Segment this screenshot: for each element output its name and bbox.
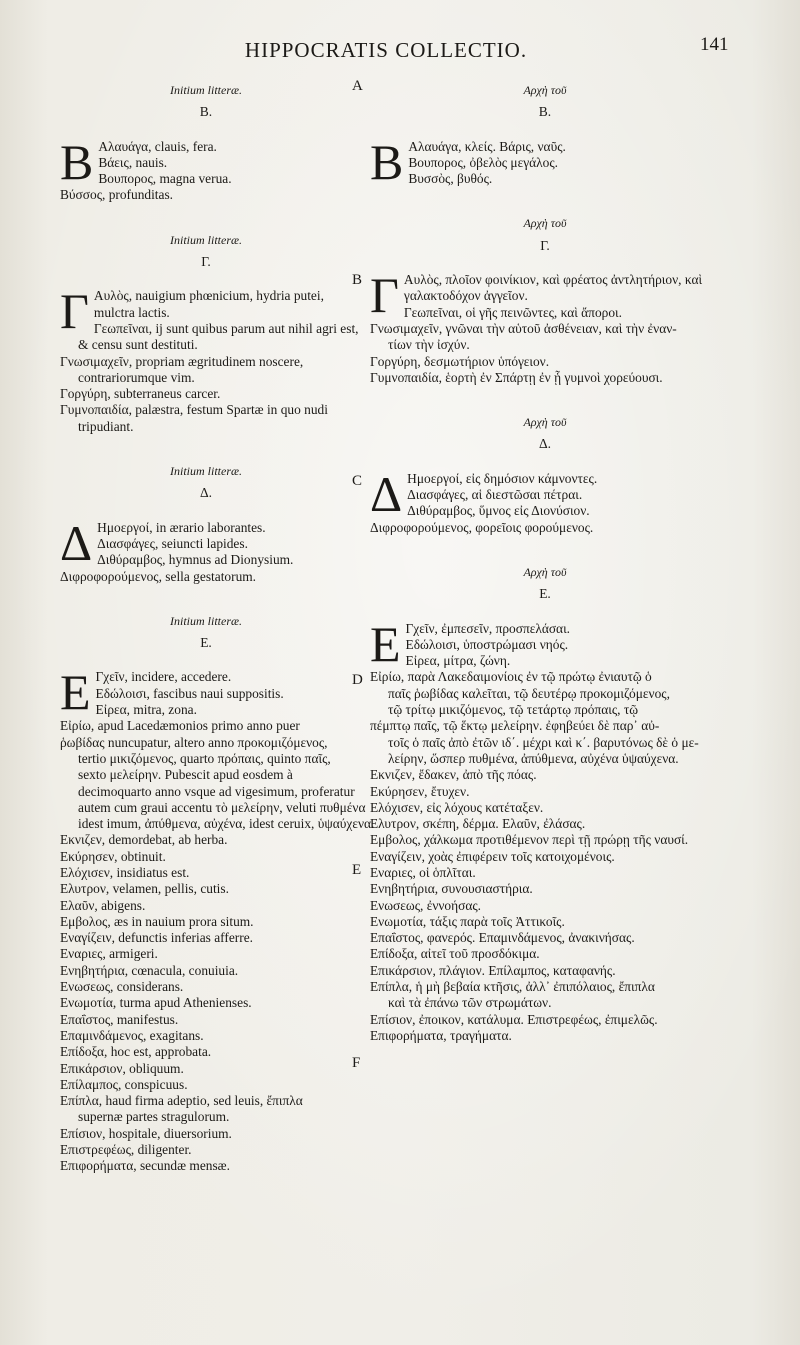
entry-line: supernæ partes stragulorum. xyxy=(78,1109,230,1125)
entry-line: Γοργύρη, δεσμωτήριον ὑπόγειον. xyxy=(370,353,550,369)
entry-line: Βάεις, nauis. xyxy=(98,154,168,170)
section-letter: B. xyxy=(199,104,213,120)
entry-line: Εκνιζεν, ἔδακεν, ἀπὸ τῆς πόας. xyxy=(370,767,537,783)
entry-line: Ημοεργοί, εἰς δημόσιον κάμνοντες. xyxy=(407,470,598,486)
entry-line: Διφροφορούμενος, φορεῖοις φορούμενος. xyxy=(370,519,594,535)
drop-capital: B xyxy=(60,133,94,190)
entry-line: Εμβολος, æs in nauium prora situm. xyxy=(60,913,254,929)
section-letter: Δ. xyxy=(538,436,552,452)
entry-line: Επικάρσιον, πλάγιον. Επίλαμπος, καταφανής. xyxy=(370,962,616,978)
entry-line: Ενωσεως, ἐννοήσας. xyxy=(370,897,482,913)
entry-line: decimoquarto anno vsque ad vigesimum, proferatur xyxy=(78,783,355,799)
entry-line: Γεωπεῖναι, οἱ γῆς πεινῶντες, καὶ ἄποροι. xyxy=(403,304,622,320)
entry-line: Επίσιον, ἐποικον, κατάλυμα. Επιστρεφέως, ἐπιμελῶς. xyxy=(370,1011,658,1027)
section-letter: Δ. xyxy=(199,485,213,501)
section-letter: E. xyxy=(200,635,212,651)
drop-capital: E xyxy=(60,664,91,721)
entry-line: λείρην, ὥσπερ πυθμένα, ἀπύθμενα, αὐχένα ὑψαύχενα. xyxy=(388,750,679,766)
entry-line: ῥωβίδας nuncupatur, altero anno προκομιζόμενος, xyxy=(60,734,328,750)
entry-line: Επίσιον, hospitale, diuersorium. xyxy=(60,1125,232,1141)
drop-capital: Γ xyxy=(370,267,399,324)
entry-line: Αυλὸς, nauigium phœnicium, hydria putei, xyxy=(93,288,324,304)
entry-line: idest imum, ἀπύθμενα, αὐχένα, idest ceruix, ὑψαύχενα. xyxy=(78,816,375,832)
entry-line: Επαΐστος, manifestus. xyxy=(60,1011,179,1027)
entry-line: & censu sunt destituti. xyxy=(78,337,198,353)
section-heading: Αρχὴ τοῦ xyxy=(523,216,567,231)
entry-line: Επικάρσιον, obliquum. xyxy=(60,1060,184,1076)
greek-column xyxy=(370,78,720,1072)
entry-line: Επιφορήματα, secundæ mensæ. xyxy=(60,1158,230,1174)
entry-line: Γυμνοπαιδία, ἑορτὴ ἐν Σπάρτῃ ἐν ᾗ γυμνοὶ χορεύουσι. xyxy=(370,369,663,385)
entry-line: Βύσσος, profunditas. xyxy=(60,187,174,203)
entry-line: contrariorumque vim. xyxy=(78,369,195,385)
entry-line: Εδώλοισι, fascibus naui suppositis. xyxy=(95,685,284,701)
entry-line: Επίδοξα, hoc est, approbata. xyxy=(60,1044,212,1060)
entry-line: Εἰρεα, mitra, zona. xyxy=(95,702,197,718)
section-3 xyxy=(370,564,720,1044)
drop-capital: B xyxy=(370,133,404,190)
entry-line: Επίπλα, ἡ μὴ βεβαία κτῆσις, ἀλλ᾿ ἐπιπόλαιος, ἔπιπλα xyxy=(370,979,655,995)
entry-line: Εμβολος, χάλκωμα προτιθέμενον περὶ τῇ πρώρῃ τῆς ναυσί. xyxy=(370,832,689,848)
latin-column xyxy=(60,78,375,1203)
section-heading: Initium litteræ. xyxy=(170,613,242,628)
entry-line: Επαμινδάμενος, exagitans. xyxy=(60,1027,204,1043)
entry-line: Εἰρίω, apud Lacedæmonios primo anno puer xyxy=(60,718,300,734)
margin-letter-d: D xyxy=(352,672,363,688)
entry-line: τίων τὴν ἰσχύν. xyxy=(388,337,470,353)
entry-line: Επαΐστος, φανερός. Επαμινδάμενος, ἀνακινήσας. xyxy=(370,930,635,946)
section-0 xyxy=(60,82,352,204)
drop-capital: Δ xyxy=(370,465,403,522)
entry-line: Εδώλοισι, ὑποστρώμασι νηός. xyxy=(405,636,569,652)
entry-line: Εκύρησεν, ἔτυχεν. xyxy=(370,783,470,799)
entry-line: Εκνιζεν, demordebat, ab herba. xyxy=(60,832,228,848)
entry-line: Διασφάγες, αἱ διεστῶσαι πέτραι. xyxy=(407,487,583,503)
entry-line: τῷ τρίτῳ μικιζόμενος, τῷ τετάρτῳ πρόπαις, τῷ xyxy=(388,702,639,718)
entry-line: Εναγίζειν, χοὰς ἐπιφέρειν τοῖς κατοιχομένοις. xyxy=(370,848,615,864)
entry-line: Αυλὸς, πλοῖον φοινίκιον, καὶ φρέατος ἀντλητήριον, καὶ xyxy=(403,272,703,288)
section-heading: Initium litteræ. xyxy=(170,464,242,479)
entry-line: Διθύραμβος, hymnus ad Dionysium. xyxy=(97,552,294,568)
section-heading: Αρχὴ τοῦ xyxy=(523,564,567,579)
entry-line: Γυμνοπαιδία, palæstra, festum Spartæ in quo nudi xyxy=(60,402,328,418)
entry-line: Ενηβητήρια, συνουσιαστήρια. xyxy=(370,881,533,897)
section-heading: Αρχὴ τοῦ xyxy=(523,83,567,97)
margin-letter-f: F xyxy=(352,1055,361,1071)
entry-line: Ελόχισεν, εἰς λόχους κατέταξεν. xyxy=(370,799,544,815)
entry-line: Εἰρίω, παρὰ Λακεδαιμονίοις ἐν τῷ πρώτῳ ἐνιαυτῷ ὁ xyxy=(370,669,652,685)
entry-line: Γνωσιμαχεῖν, propriam ægritudinem noscere, xyxy=(60,353,304,369)
entry-line: autem cum graui accentu τὸ μελείρην, veluti πυθμένα xyxy=(78,799,366,815)
entry-line: Επίδοξα, αἰτεῖ τοῦ προσδόκιμα. xyxy=(370,946,540,962)
entry-line: Βουπορος, ὀβελὸς μεγάλος. xyxy=(408,154,558,170)
entry-line: γαλακτοδόχον ἀγγεῖον. xyxy=(403,288,528,304)
entry-line: Επίπλα, haud firma adeptio, sed leuis, ἔπιπλα xyxy=(60,1093,303,1109)
entry-line: Επιστρεφέως, diligenter. xyxy=(60,1142,192,1158)
entry-line: Ελυτρον, velamen, pellis, cutis. xyxy=(60,881,229,897)
margin-letter-b: B xyxy=(352,272,363,288)
entry-line: Ενωμοτία, τάξις παρὰ τοῖς Ἀττικοῖς. xyxy=(370,913,565,929)
entry-line: τοῖς ὁ παῖς ἀπὸ ἐτῶν ιδ΄. μέχρι καὶ κ΄. βαρυτόνως δὲ ὁ με- xyxy=(388,734,699,750)
section-1 xyxy=(60,232,359,435)
entry-line: Ενηβητήρια, cœnacula, conuiuia. xyxy=(60,962,239,978)
section-2 xyxy=(60,463,352,585)
entry-line: Ελόχισεν, insidiatus est. xyxy=(60,864,190,880)
entry-line: Γχεῖν, incidere, accedere. xyxy=(95,669,232,685)
section-3 xyxy=(60,613,375,1175)
drop-capital: E xyxy=(370,615,401,672)
entry-line: παῖς ῥωβίδας καλεῖται, τῷ δευτέρῳ προκομιζόμενος, xyxy=(388,685,670,701)
entry-line: Γεωπεῖναι, ij sunt quibus parum aut nihil agri est, xyxy=(93,320,359,336)
drop-capital: Γ xyxy=(60,283,89,340)
entry-line: Γοργύρη, subterraneus carcer. xyxy=(60,386,221,402)
entry-line: Ημοεργοί, in ærario laborantes. xyxy=(97,519,266,535)
entry-line: tripudiant. xyxy=(78,418,134,434)
entry-line: Εναριες, οἱ ὁπλῖται. xyxy=(370,864,476,880)
entry-line: tertio μικιζόμενος, quarto πρόπαις, quinto παῖς, xyxy=(78,750,331,766)
entry-line: Διθύραμβος, ὕμνος εἰς Διονύσιον. xyxy=(407,503,590,519)
section-heading: Initium litteræ. xyxy=(170,232,242,247)
entry-line: Ελυτρον, σκέπη, δέρμα. Ελαῦν, ἐλάσας. xyxy=(370,816,586,832)
entry-line: Διφροφορούμενος, sella gestatorum. xyxy=(60,568,257,584)
entry-line: Ενωμοτία, turma apud Athenienses. xyxy=(60,995,252,1011)
section-2 xyxy=(370,414,720,536)
section-letter: E. xyxy=(539,586,551,602)
section-letter: Γ. xyxy=(540,237,550,253)
section-letter: B. xyxy=(538,104,552,120)
entry-line: Γχεῖν, ἐμπεσεῖν, προσπελάσαι. xyxy=(405,620,571,636)
entry-line: Επιφορήματα, τραγήματα. xyxy=(370,1027,512,1043)
running-title: HIPPOCRATIS COLLECTIO. xyxy=(244,38,528,62)
margin-letter-a: A xyxy=(352,78,363,94)
entry-line: Εκύρησεν, obtinuit. xyxy=(60,848,166,864)
entry-line: Αλαυάγα, κλείς. Βάρις, ναῦς. xyxy=(408,138,566,154)
entry-line: Βουπορος, magna verua. xyxy=(98,171,232,187)
drop-capital: Δ xyxy=(60,514,93,571)
entry-line: Ενωσεως, considerans. xyxy=(60,979,184,995)
margin-letter-e: E xyxy=(352,862,362,878)
entry-line: Αλαυάγα, clauis, fera. xyxy=(98,138,217,154)
entry-line: καὶ τὰ ἐπάνω τῶν στρωμάτων. xyxy=(388,995,552,1011)
section-0 xyxy=(370,82,720,190)
entry-line: Βυσσὸς, βυθός. xyxy=(408,171,493,187)
entry-line: Εναριες, armigeri. xyxy=(60,946,158,962)
entry-line: Ελαῦν, abigens. xyxy=(60,897,146,913)
margin-letter-c: C xyxy=(352,473,363,489)
entry-line: Επίλαμπος, conspicuus. xyxy=(60,1076,188,1092)
entry-line: πέμπτῳ παῖς, τῷ ἕκτῳ μελείρην. ἐφηβεύει δὲ παρ᾿ αὐ- xyxy=(370,718,660,734)
entry-line: sexto μελείρην. Pubescit apud eosdem à xyxy=(78,767,293,783)
entry-line: Γνωσιμαχεῖν, γνῶναι τὴν αὑτοῦ ἀσθένειαν, καὶ τὴν ἐναν- xyxy=(370,320,677,336)
section-1 xyxy=(370,215,720,386)
entry-line: mulctra lactis. xyxy=(93,304,170,320)
section-heading: Initium litteræ. xyxy=(170,83,242,97)
entry-line: Εναγίζειν, defunctis inferias afferre. xyxy=(60,930,253,946)
entry-line: Διασφάγες, seiuncti lapides. xyxy=(97,535,248,551)
section-letter: Γ. xyxy=(201,254,211,270)
entry-line: Εἰρεα, μίτρα, ζώνη. xyxy=(405,653,511,669)
section-heading: Αρχὴ τοῦ xyxy=(523,415,567,430)
page-number: 141 xyxy=(700,34,729,55)
